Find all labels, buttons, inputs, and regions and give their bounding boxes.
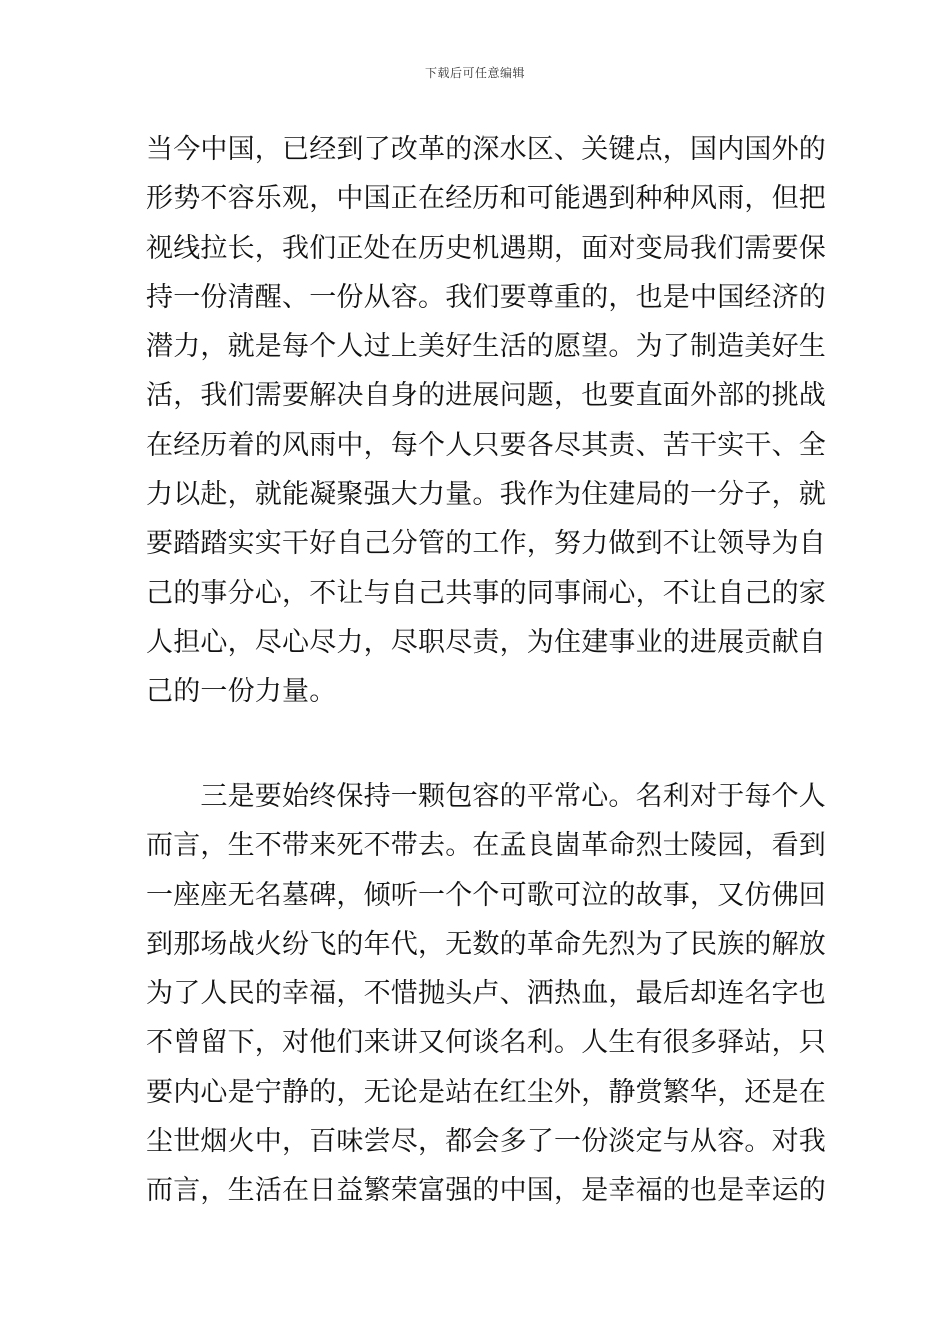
text-line: 当今中国，已经到了改革的深水区、关键点，国内国外的 bbox=[146, 134, 826, 165]
text-line: 而言，生不带来死不带去。在孟良崮革命烈士陵园，看到 bbox=[146, 830, 826, 862]
text-line: 己的事分心，不让与自己共事的同事闹心，不让自己的家 bbox=[146, 577, 826, 609]
page-header: 下载后可任意编辑 bbox=[424, 66, 525, 80]
text-line: 要内心是宁静的，无论是站在红尘外，静赏繁华，还是在 bbox=[146, 1076, 826, 1108]
paragraph-2 bbox=[146, 772, 826, 1216]
text-line: 不曾留下，对他们来讲又何谈名利。人生有很多驿站，只 bbox=[146, 1027, 826, 1059]
paragraph-1 bbox=[146, 125, 826, 717]
text-line: 力以赴，就能凝聚强大力量。我作为住建局的一分子，就 bbox=[146, 479, 826, 511]
text-line: 到那场战火纷飞的年代，无数的革命先烈为了民族的解放 bbox=[146, 928, 826, 960]
text-line: 要踏踏实实干好自己分管的工作，努力做到不让领导为自 bbox=[146, 528, 826, 560]
text-line: 视线拉长，我们正处在历史机遇期，面对变局我们需要保 bbox=[146, 232, 826, 264]
text-line: 一座座无名墓碑，倾听一个个可歌可泣的故事，又仿佛回 bbox=[146, 879, 826, 911]
text-line: 持一份清醒、一份从容。我们要尊重的，也是中国经济的 bbox=[146, 281, 826, 313]
text-line: 而言，生活在日益繁荣富强的中国，是幸福的也是幸运的 bbox=[146, 1175, 826, 1207]
text-line: 活，我们需要解决自身的进展问题，也要直面外部的挑战 bbox=[146, 380, 826, 412]
text-line: 己的一份力量。 bbox=[146, 676, 337, 708]
text-line: 形势不容乐观，中国正在经历和可能遇到种种风雨，但把 bbox=[146, 183, 826, 215]
text-line: 人担心，尽心尽力，尽职尽责，为住建事业的进展贡献自 bbox=[146, 626, 826, 658]
text-line: 潜力，就是每个人过上美好生活的愿望。为了制造美好生 bbox=[146, 331, 826, 363]
text-line: 三是要始终保持一颗包容的平常心。名利对于每个人 bbox=[146, 781, 826, 812]
text-line: 尘世烟火中，百味尝尽，都会多了一份淡定与从容。对我 bbox=[146, 1126, 826, 1158]
text-line: 为了人民的幸福，不惜抛头卢、洒热血，最后却连名字也 bbox=[146, 978, 826, 1010]
text-line: 在经历着的风雨中，每个人只要各尽其责、苦干实干、全 bbox=[146, 429, 826, 461]
